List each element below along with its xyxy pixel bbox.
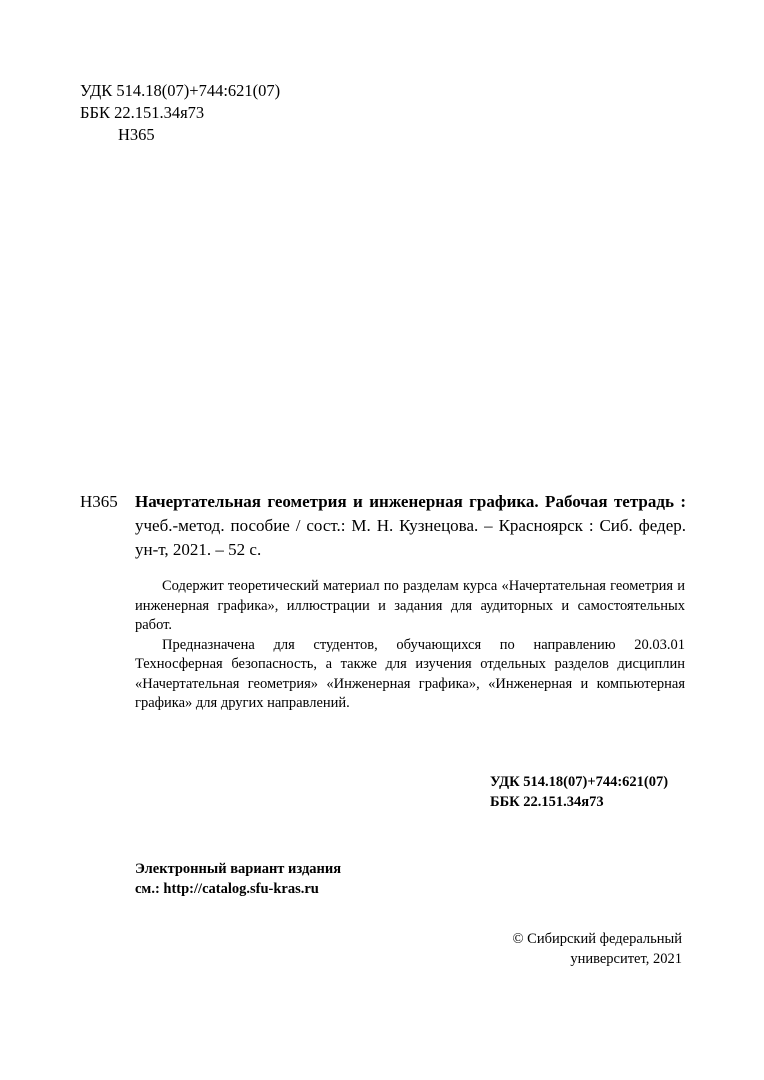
udk-code-bottom: УДК 514.18(07)+744:621(07)	[490, 774, 669, 790]
copyright	[513, 930, 682, 969]
edition-label: Электронный вариант издания	[135, 861, 342, 877]
bbk-code-bottom: ББК 22.151.34я73	[490, 793, 604, 810]
author-sign: Н365	[118, 125, 155, 144]
annotation-paragraph-2: Предназначена для студентов, обучающихся по направлению 20.03.01 Техносферная безопасность, а также для изучения отдельных разделов дисциплин «Начертательная геометрия» «Инженерная графика», «Инженерная и компьютерная графика» для других направлений.	[135, 636, 685, 711]
udk-code: УДК 514.18(07)+744:621(07)	[80, 81, 281, 100]
annotation	[135, 577, 685, 714]
entry-description	[135, 490, 686, 562]
edition-link: см.: http://catalog.sfu-kras.ru	[135, 880, 319, 897]
entry-title: Начертательная геометрия и инженерная графика. Рабочая тетрадь :	[135, 492, 686, 511]
entry-author-sign: Н365	[80, 492, 118, 511]
annotation-paragraph-1: Содержит теоретический материал по разделам курса «Начертательная геометрия и инженерная графика», иллюстрации и задания для аудиторных и самостоятельных работ.	[135, 578, 685, 633]
classification-codes-top	[80, 80, 280, 146]
copyright-line-2: университет, 2021	[570, 950, 682, 967]
electronic-edition	[135, 860, 341, 899]
bbk-code: ББК 22.151.34я73	[80, 103, 205, 122]
entry-details: учеб.-метод. пособие / сост.: М. Н. Кузнецова. – Красноярск : Сиб. федер. ун-т, 2021. – 52 с.	[135, 516, 686, 559]
copyright-line-1: © Сибирский федеральный	[512, 931, 682, 947]
classification-codes-bottom	[490, 773, 668, 812]
bibliographic-entry	[80, 490, 686, 562]
